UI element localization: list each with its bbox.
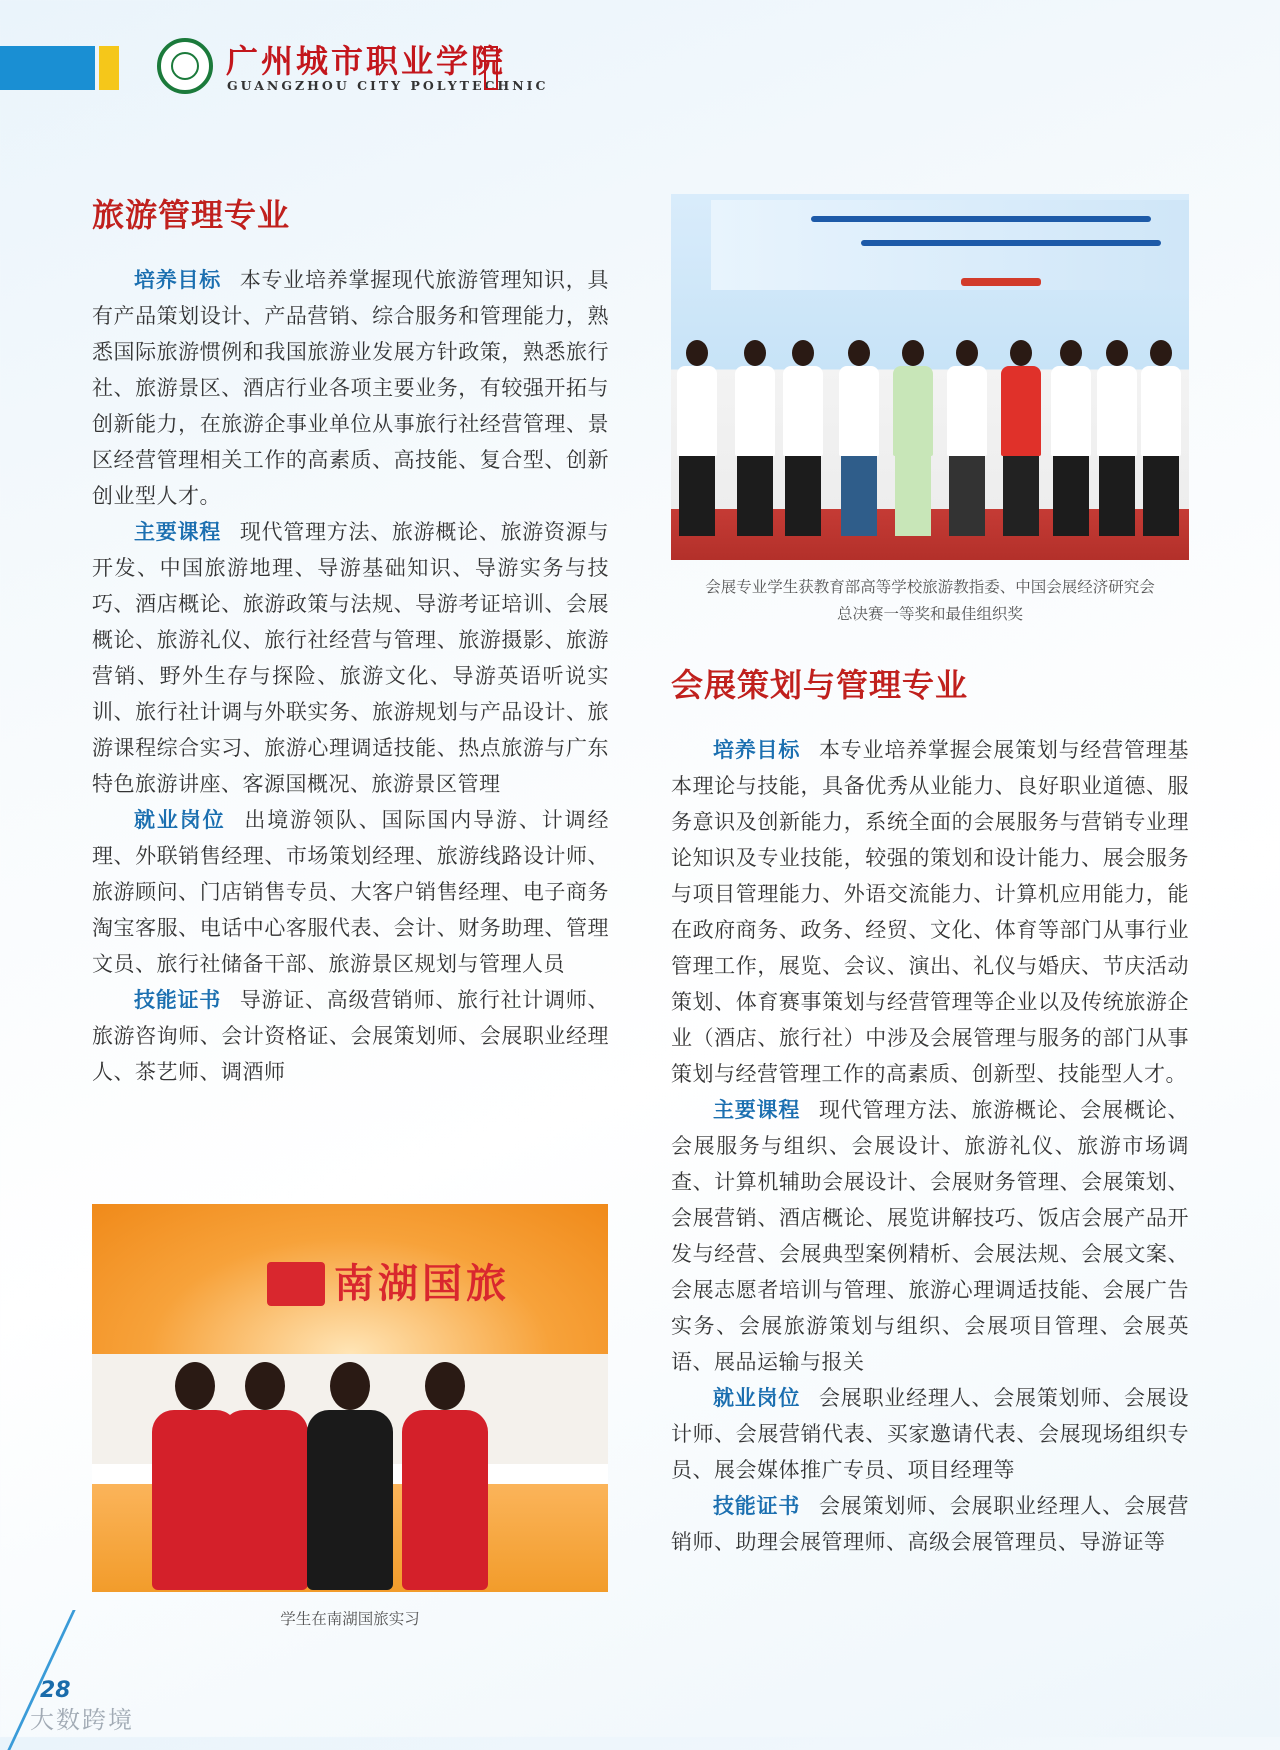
section2-title: 会展策划与管理专业 xyxy=(671,666,969,704)
courses-text: 现代管理方法、旅游概论、会展概论、会展服务与组织、会展设计、旅游礼仪、旅游市场调查、计算机辅助会展设计、会展财务管理、会展策划、会展营销、酒店概论、展览讲解技巧、饭店会展产品开发与经营、会展典型案例精析、会展法规、会展文案、会展志愿者培训与管理、旅游心理调适技能、会展广告实务、会展旅游策划与组织、会展项目管理、会展英语、展品运输与报关 xyxy=(671,1098,1190,1374)
internship-photo xyxy=(92,1204,608,1592)
school-name-en: GUANGZHOU CITY POLYTECHNIC xyxy=(227,78,549,93)
seal-stamp xyxy=(484,46,498,90)
section1-courses xyxy=(92,514,609,802)
section1-title: 旅游管理专业 xyxy=(92,196,291,234)
goal-text: 本专业培养掌握会展策划与经营管理基本理论与技能，具备优秀从业能力、良好职业道德、服务意识及创新能力，系统全面的会展服务与营销专业理论知识及专业技能，较强的策划和设计能力、展会服务与项目管理能力、外语交流能力、计算机应用能力，能在政府商务、政务、经贸、文化、体育等部门从事行业管理工作，展览、会议、演出、礼仪与婚庆、节庆活动策划、体育赛事策划与经营管理等企业以及传统旅游企业（酒店、旅行社）中涉及会展管理与服务的部门从事策划与经营管理工作的高素质、创新型、技能型人才。 xyxy=(671,738,1190,1086)
school-name-cn: 广州城市职业学院 xyxy=(226,42,507,80)
certs-text: 会展策划师、会展职业经理人、会展营销师、助理会展管理师、高级会展管理员、导游证等 xyxy=(671,1494,1190,1554)
photo1-caption-line1: 会展专业学生获教育部高等学校旅游教指委、中国会展经济研究会 xyxy=(705,578,1155,596)
goal-text: 本专业培养掌握现代旅游管理知识，具有产品策划设计、产品营销、综合服务和管理能力，熟悉国际旅游惯例和我国旅游业发展方针政策，熟悉旅行社、旅游景区、酒店行业各项主要业务，有较强开拓与创新能力，在旅游企事业单位从事旅行社经营管理、景区经营管理相关工作的高素质、高技能、复合型、创新创业型人才。 xyxy=(92,268,609,508)
section1-body xyxy=(92,262,609,1090)
section1-jobs xyxy=(92,802,609,982)
travel-agency-logo xyxy=(267,1262,325,1306)
photo-banner xyxy=(711,200,1189,290)
travel-agency-sign: 南湖国旅 xyxy=(334,1260,510,1307)
section2-goal xyxy=(671,732,1189,1092)
photo1-caption-line2: 总决赛一等奖和最佳组织奖 xyxy=(836,605,1023,623)
header-blue-bar xyxy=(0,46,95,90)
section1-goal xyxy=(92,262,609,514)
section2-jobs xyxy=(671,1380,1189,1488)
section2-courses xyxy=(671,1092,1189,1380)
jobs-text: 出境游领队、国际国内导游、计调经理、外联销售经理、市场策划经理、旅游线路设计师、旅游顾问、门店销售专员、大客户销售经理、电子商务淘宝客服、电话中心客服代表、会计、财务助理、管理文员、旅行社储备干部、旅游景区规划与管理人员 xyxy=(92,808,610,976)
jobs-text: 会展职业经理人、会展策划师、会展设计师、会展营销代表、买家邀请代表、会展现场组织专员、展会媒体推广专员、项目经理等 xyxy=(671,1386,1190,1482)
header-yellow-bar xyxy=(99,46,119,90)
courses-text: 现代管理方法、旅游概论、旅游资源与开发、中国旅游地理、导游基础知识、导游实务与技巧、酒店概论、旅游政策与法规、导游考证培训、会展概论、旅游礼仪、旅行社经营与管理、旅游摄影、旅游营销、野外生存与探险、旅游文化、导游英语听说实训、旅行社计调与外联实务、旅游规划与产品设计、旅游课程综合实习、旅游心理调适技能、热点旅游与广东特色旅游讲座、客源国概况、旅游景区管理 xyxy=(92,520,609,796)
goal-label: 培养目标 xyxy=(713,738,801,762)
section2-certs xyxy=(671,1488,1189,1560)
goal-label: 培养目标 xyxy=(134,268,221,292)
school-logo xyxy=(157,38,213,94)
section2-body xyxy=(671,732,1189,1560)
page-number: 28 xyxy=(40,1678,71,1703)
jobs-label: 就业岗位 xyxy=(713,1386,801,1410)
courses-label: 主要课程 xyxy=(713,1098,801,1122)
photo2-caption: 学生在南湖国旅实习 xyxy=(280,1610,420,1628)
certs-label: 技能证书 xyxy=(134,988,221,1012)
courses-label: 主要课程 xyxy=(134,520,221,544)
certs-label: 技能证书 xyxy=(713,1494,801,1518)
section1-certs xyxy=(92,982,609,1090)
watermark: 大数跨境 xyxy=(30,1706,134,1734)
award-ceremony-photo xyxy=(671,194,1189,560)
certs-text: 导游证、高级营销师、旅行社计调师、旅游咨询师、会计资格证、会展策划师、会展职业经理人、茶艺师、调酒师 xyxy=(92,988,609,1084)
photo1-caption xyxy=(671,574,1189,628)
jobs-label: 就业岗位 xyxy=(134,808,226,832)
